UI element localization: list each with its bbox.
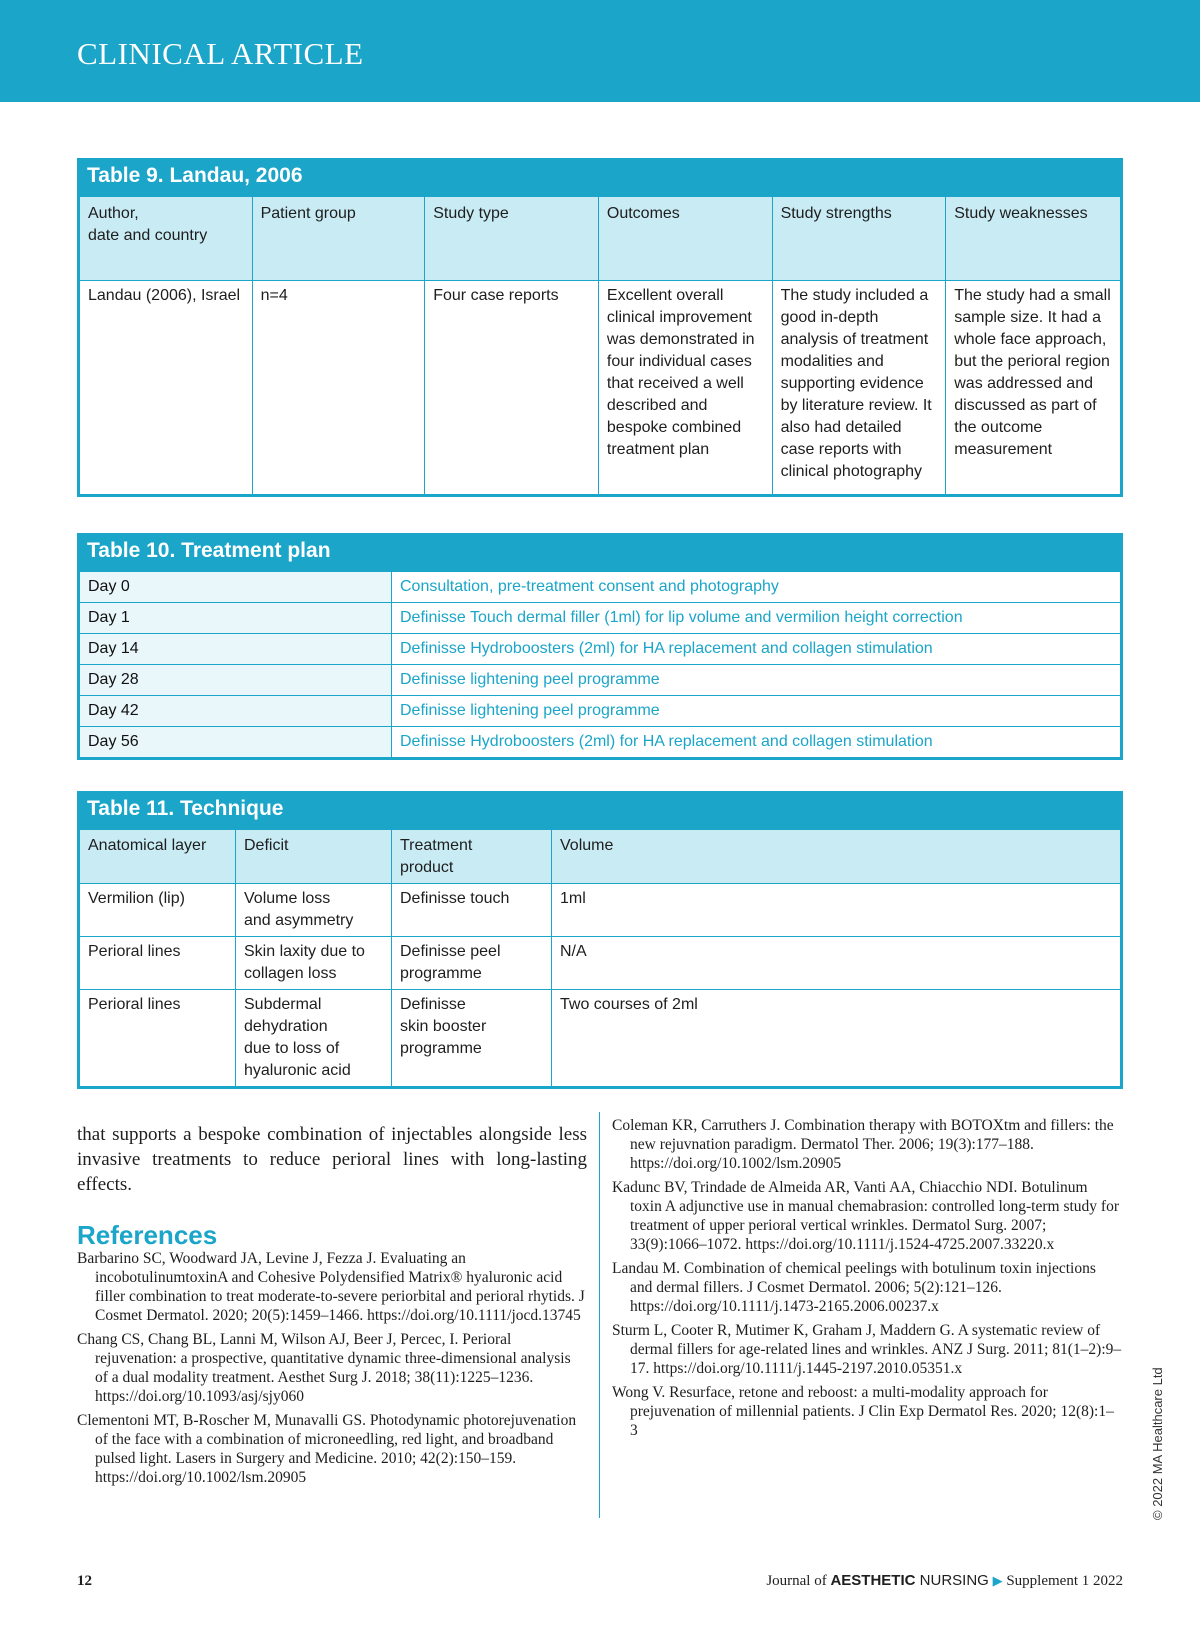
reference-item: Chang CS, Chang BL, Lanni M, Wilson AJ, Beer J, Percec, I. Perioral rejuvenation: a prospective, quantitative dynamic three-dimensional analysis of a dual modality treatment. Aesthet Surg J. 2018; 38(11):1225–1236. https://doi.org/10.1093/asj/sjy060 <box>77 1331 571 1405</box>
table-row <box>80 696 1121 727</box>
plan-cell: Consultation, pre-treatment consent and photography <box>392 572 1121 603</box>
table-cell: Landau (2006), Israel <box>80 281 253 495</box>
references-heading: References <box>77 1220 218 1250</box>
journal-footer <box>766 1572 1123 1590</box>
plan-cell: Definisse Hydroboosters (2ml) for HA replacement and collagen stimulation <box>392 727 1121 758</box>
header-cell: Outcomes <box>598 197 772 281</box>
table-row <box>80 937 1121 990</box>
header-cell: Treatment product <box>392 830 552 884</box>
header-cell: Study weaknesses <box>946 197 1121 281</box>
copyright-notice: © 2022 MA Healthcare Ltd <box>1150 1367 1165 1520</box>
day-cell: Day 0 <box>80 572 392 603</box>
references-right-column <box>612 1116 1122 1445</box>
table-row <box>80 634 1121 665</box>
plan-cell: Definisse lightening peel programme <box>392 665 1121 696</box>
table-header-row <box>80 830 1121 884</box>
header-cell: Deficit <box>236 830 392 884</box>
table-cell: Definisse peel programme <box>392 937 552 990</box>
table-cell: Subdermal dehydration due to loss of hyaluronic acid <box>236 990 392 1087</box>
supplement-label: Supplement 1 2022 <box>1006 1573 1123 1589</box>
day-cell: Day 14 <box>80 634 392 665</box>
reference-item: Clementoni MT, B-Roscher M, Munavalli GS. Photodynamic photorejuvenation of the face with a combination of microneedling, red light, and broadband pulsed light. Lasers in Surgery and Medicine. 2010; 42(2):150–159. https://doi.org/10.1002/lsm.20905 <box>77 1412 577 1486</box>
table-cell: Vermilion (lip) <box>80 884 236 937</box>
table-cell: Perioral lines <box>80 937 236 990</box>
column-divider <box>599 1112 600 1518</box>
journal-brand: AESTHETIC <box>830 1572 916 1589</box>
table-cell: Perioral lines <box>80 990 236 1087</box>
table-row <box>80 572 1121 603</box>
table-header-row <box>80 197 1121 281</box>
table-cell: The study included a good in-depth analysis of treatment modalities and supporting evidence by literature review. It also had detailed case reports with clinical photography <box>772 281 946 495</box>
table-cell: The study had a small sample size. It had a whole face approach, but the perioral region was addressed and discussed as part of the outcome measurement <box>946 281 1121 495</box>
header-cell: Anatomical layer <box>80 830 236 884</box>
table-row <box>80 990 1121 1087</box>
header-cell: Patient group <box>252 197 425 281</box>
table-row <box>80 603 1121 634</box>
journal-prefix: Journal of <box>766 1573 831 1589</box>
table-cell: n=4 <box>252 281 425 495</box>
table-row <box>80 281 1121 495</box>
reference-item: Sturm L, Cooter R, Mutimer K, Graham J, Maddern G. A systematic review of dermal fillers for age-related lines and wrinkles. ANZ J Surg. 2011; 81(1–2):9–17. https://doi.org/10.1111/j.1445-2197.2010.05351.x <box>612 1322 1122 1377</box>
table-9-title: Table 9. Landau, 2006 <box>79 160 1121 196</box>
reference-item: Wong V. Resurface, retone and reboost: a multi-modality approach for prejuvenation of millennial patients. J Clin Exp Dermatol Res. 2020; 12(8):1– 3 <box>612 1384 1114 1439</box>
body-paragraph: that supports a bespoke combination of injectables alongside less invasive treatments to reduce perioral lines with long-lasting effects. <box>77 1124 587 1195</box>
plan-cell: Definisse Hydroboosters (2ml) for HA replacement and collagen stimulation <box>392 634 1121 665</box>
header-cell: Study type <box>425 197 599 281</box>
reference-item: Kadunc BV, Trindade de Almeida AR, Vanti AA, Chiacchio NDI. Botulinum toxin A adjunctive use in manual chemabrasion: controlled long-term study for treatment of upper perioral vertical wrinkles. Dermatol Surg. 2007; 33(9):1066–1072. https://doi.org/10.1111/j.1524-4725.2007.33220.x <box>612 1179 1119 1253</box>
table-cell: Definisse touch <box>392 884 552 937</box>
table-cell: Four case reports <box>425 281 599 495</box>
table-cell: Volume loss and asymmetry <box>236 884 392 937</box>
reference-item: Coleman KR, Carruthers J. Combination therapy with BOTOXtm and fillers: the new rejuvnation paradigm. Dermatol Ther. 2006; 19(3):177–188. https://doi.org/10.1002/lsm.20905 <box>612 1117 1114 1172</box>
table-10 <box>77 533 1123 760</box>
table-9 <box>77 158 1123 497</box>
table-cell: Two courses of 2ml <box>552 990 1121 1087</box>
journal-suffix: NURSING <box>915 1572 989 1589</box>
table-row <box>80 665 1121 696</box>
table-cell: 1ml <box>552 884 1121 937</box>
table-11 <box>77 791 1123 1089</box>
references-left-column <box>77 1249 587 1492</box>
triangle-right-icon: ▶ <box>992 1573 1003 1588</box>
table-row <box>80 727 1121 758</box>
header-cell: Study strengths <box>772 197 946 281</box>
day-cell: Day 42 <box>80 696 392 727</box>
day-cell: Day 28 <box>80 665 392 696</box>
header-cell: Author, date and country <box>80 197 253 281</box>
table-10-title: Table 10. Treatment plan <box>79 535 1121 571</box>
page-number: 12 <box>77 1573 92 1589</box>
reference-item: Barbarino SC, Woodward JA, Levine J, Fezza J. Evaluating an incobotulinumtoxinA and Cohesive Polydensified Matrix® hyaluronic acid filler combination to treat moderate-to-severe periorbital and perioral rhytids. J Cosmet Dermatol. 2020; 20(5):1459–1466. https://doi.org/10.1111/jocd.13745 <box>77 1250 585 1324</box>
plan-cell: Definisse lightening peel programme <box>392 696 1121 727</box>
table-cell: Definisse skin booster programme <box>392 990 552 1087</box>
section-title: CLINICAL ARTICLE <box>77 36 364 71</box>
header-cell: Volume <box>552 830 1121 884</box>
table-cell: N/A <box>552 937 1121 990</box>
day-cell: Day 1 <box>80 603 392 634</box>
table-cell: Excellent overall clinical improvement was demonstrated in four individual cases that received a well described and bespoke combined treatment plan <box>598 281 772 495</box>
plan-cell: Definisse Touch dermal filler (1ml) for lip volume and vermilion height correction <box>392 603 1121 634</box>
table-cell: Skin laxity due to collagen loss <box>236 937 392 990</box>
table-11-title: Table 11. Technique <box>79 793 1121 829</box>
reference-item: Landau M. Combination of chemical peelings with botulinum toxin injections and dermal fillers. J Cosmet Dermatol. 2006; 5(2):121–126. https://doi.org/10.1111/j.1473-2165.2006.00237.x <box>612 1260 1096 1315</box>
day-cell: Day 56 <box>80 727 392 758</box>
table-row <box>80 884 1121 937</box>
